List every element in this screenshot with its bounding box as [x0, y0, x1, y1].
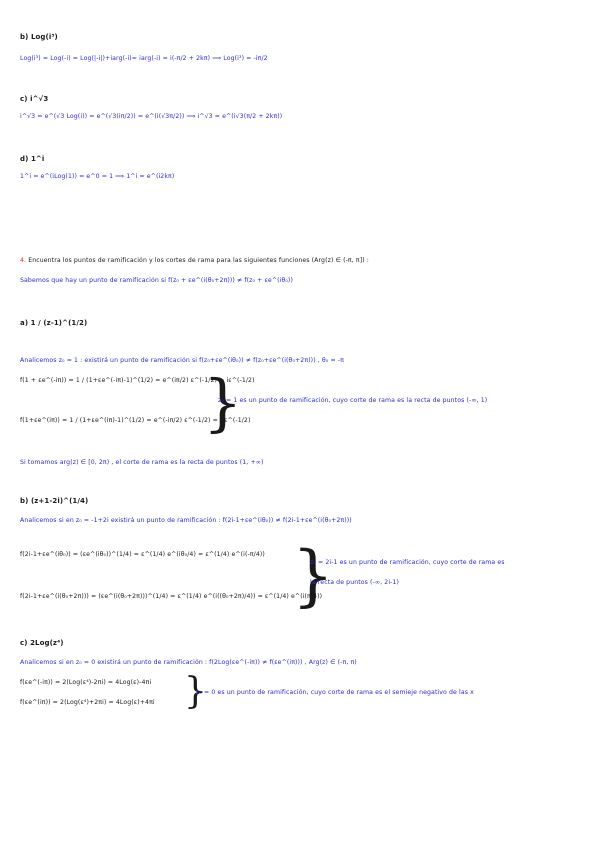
section-a-eq1: f(1 + εe^(-iπ)) = 1 / (1+εe^(-iπ)-1)^(1/2) = e^(iπ/2) ε^(-1/2) = iε^(-1/2): [20, 377, 255, 384]
section-qb-conclusion-2: la recta de puntos (-∞, 2i-1): [310, 579, 400, 586]
section-qc-eq1: f(εe^(-iπ)) = 2(Log(ε⁴)-2πi) = 4Log(ε)-4πi: [20, 679, 152, 686]
section-qc-eq2: f(εe^(iπ)) = 2(Log(ε⁴)+2πi) = 4Log(ε)+4πi: [20, 699, 155, 706]
section-a-header: a) 1 / (z-1)^(1/2): [20, 319, 88, 327]
section-a-eq2: f(1+εe^(iπ)) = 1 / (1+εe^(iπ)-1)^(1/2) = e^(-iπ/2) ε^(-1/2) = -iε^(-1/2): [20, 417, 251, 424]
section-qb-conclusion-1: z₀ = 2i-1 es un punto de ramificación, cuyo corte de rama es: [310, 559, 505, 566]
section-a-conclusion: z₀ = 1 es un punto de ramificación, cuyo corte de rama es la recta de puntos (-∞, 1): [218, 397, 488, 404]
section-c-header: c) i^√3: [20, 95, 49, 103]
section-qb-eq2: f(2i-1+εe^(i(θ₀+2π))) = (εe^(i(θ₀+2π)))^(1/4) = ε^(1/4) e^(i((θ₀+2π)/4)) = ε^(1/4) e^(i(π/4)): [20, 593, 323, 600]
section-a-intro: Analicemos z₀ = 1 : existirá un punto de ramificación si f(z₀+εe^(iθ₀)) ≠ f(z₀+εe^(i(θ₀+2π))) , θ₀ = -π: [20, 357, 344, 364]
section-qb-eq1: f(2i-1+εe^(iθ₀)) = (εe^(iθ₀))^(1/4) = ε^(1/4) e^(iθ₀/4) = ε^(1/4) e^(i(-π/4)): [20, 551, 265, 558]
section-d-header: d) 1^i: [20, 155, 45, 163]
section-qc-intro: Analicemos si en z₀ = 0 existirá un punto de ramificación : f(2Log(εe^(-iπ)) ≠ f(εe^(iπ))) , Arg(z) ∈ (-π, π): [20, 659, 357, 666]
section-a-note: Si tomamos arg(z) ∈ [0, 2π) , el corte de rama es la recta de puntos (1, +∞): [20, 459, 264, 466]
section-qc-conclusion: z₀ = 0 es un punto de ramificación, cuyo corte de rama es el semieje negativo de las x: [196, 689, 474, 696]
question-4-intro: Sabemos que hay un punto de ramificación si f(z₀ + εe^(i(θ₀+2π))) ≠ f(z₀ + εe^(iθ₀)): [20, 277, 293, 284]
section-c-line: i^√3 = e^(√3 Log(i)) = e^(√3(iπ/2)) = e^(i(√3π/2)) ⟹ i^√3 = e^(i√3(π/2 + 2kπ)): [20, 113, 283, 120]
section-b-header: b) Log(i³): [20, 33, 58, 41]
question-4-text: Encuentra los puntos de ramificación y los cortes de rama para las siguientes funciones (Arg(z) ∈ (-π, π]) :: [28, 257, 369, 264]
section-qb-intro: Analicemos si en z₀ = -1+2i existirá un punto de ramificación : f(2i-1+εe^(iθ₀)) ≠ f(2i-1+εe^(i(θ₀+2π))): [20, 517, 352, 524]
section-d-line: 1^i = e^(iLog(1)) = e^0 = 1 ⟹ 1^i = e^(i2kπ): [20, 173, 175, 180]
section-qc-brace: }: [184, 671, 207, 712]
section-qb-header: b) (z+1-2i)^(1/4): [20, 497, 89, 505]
question-4-title: [20, 258, 369, 264]
section-qc-header: c) 2Log(z⁴): [20, 639, 64, 647]
section-a-brace: }: [203, 366, 243, 439]
section-qb-brace: }: [292, 537, 334, 614]
section-b-line: Log(i³) = Log(-i) = Log(|-i|)+iarg(-i)= iarg(-i) = i(-π/2 + 2kπ) ⟹ Log(i³) = -iπ/2: [20, 55, 268, 62]
question-4-number: 4.: [20, 257, 27, 264]
